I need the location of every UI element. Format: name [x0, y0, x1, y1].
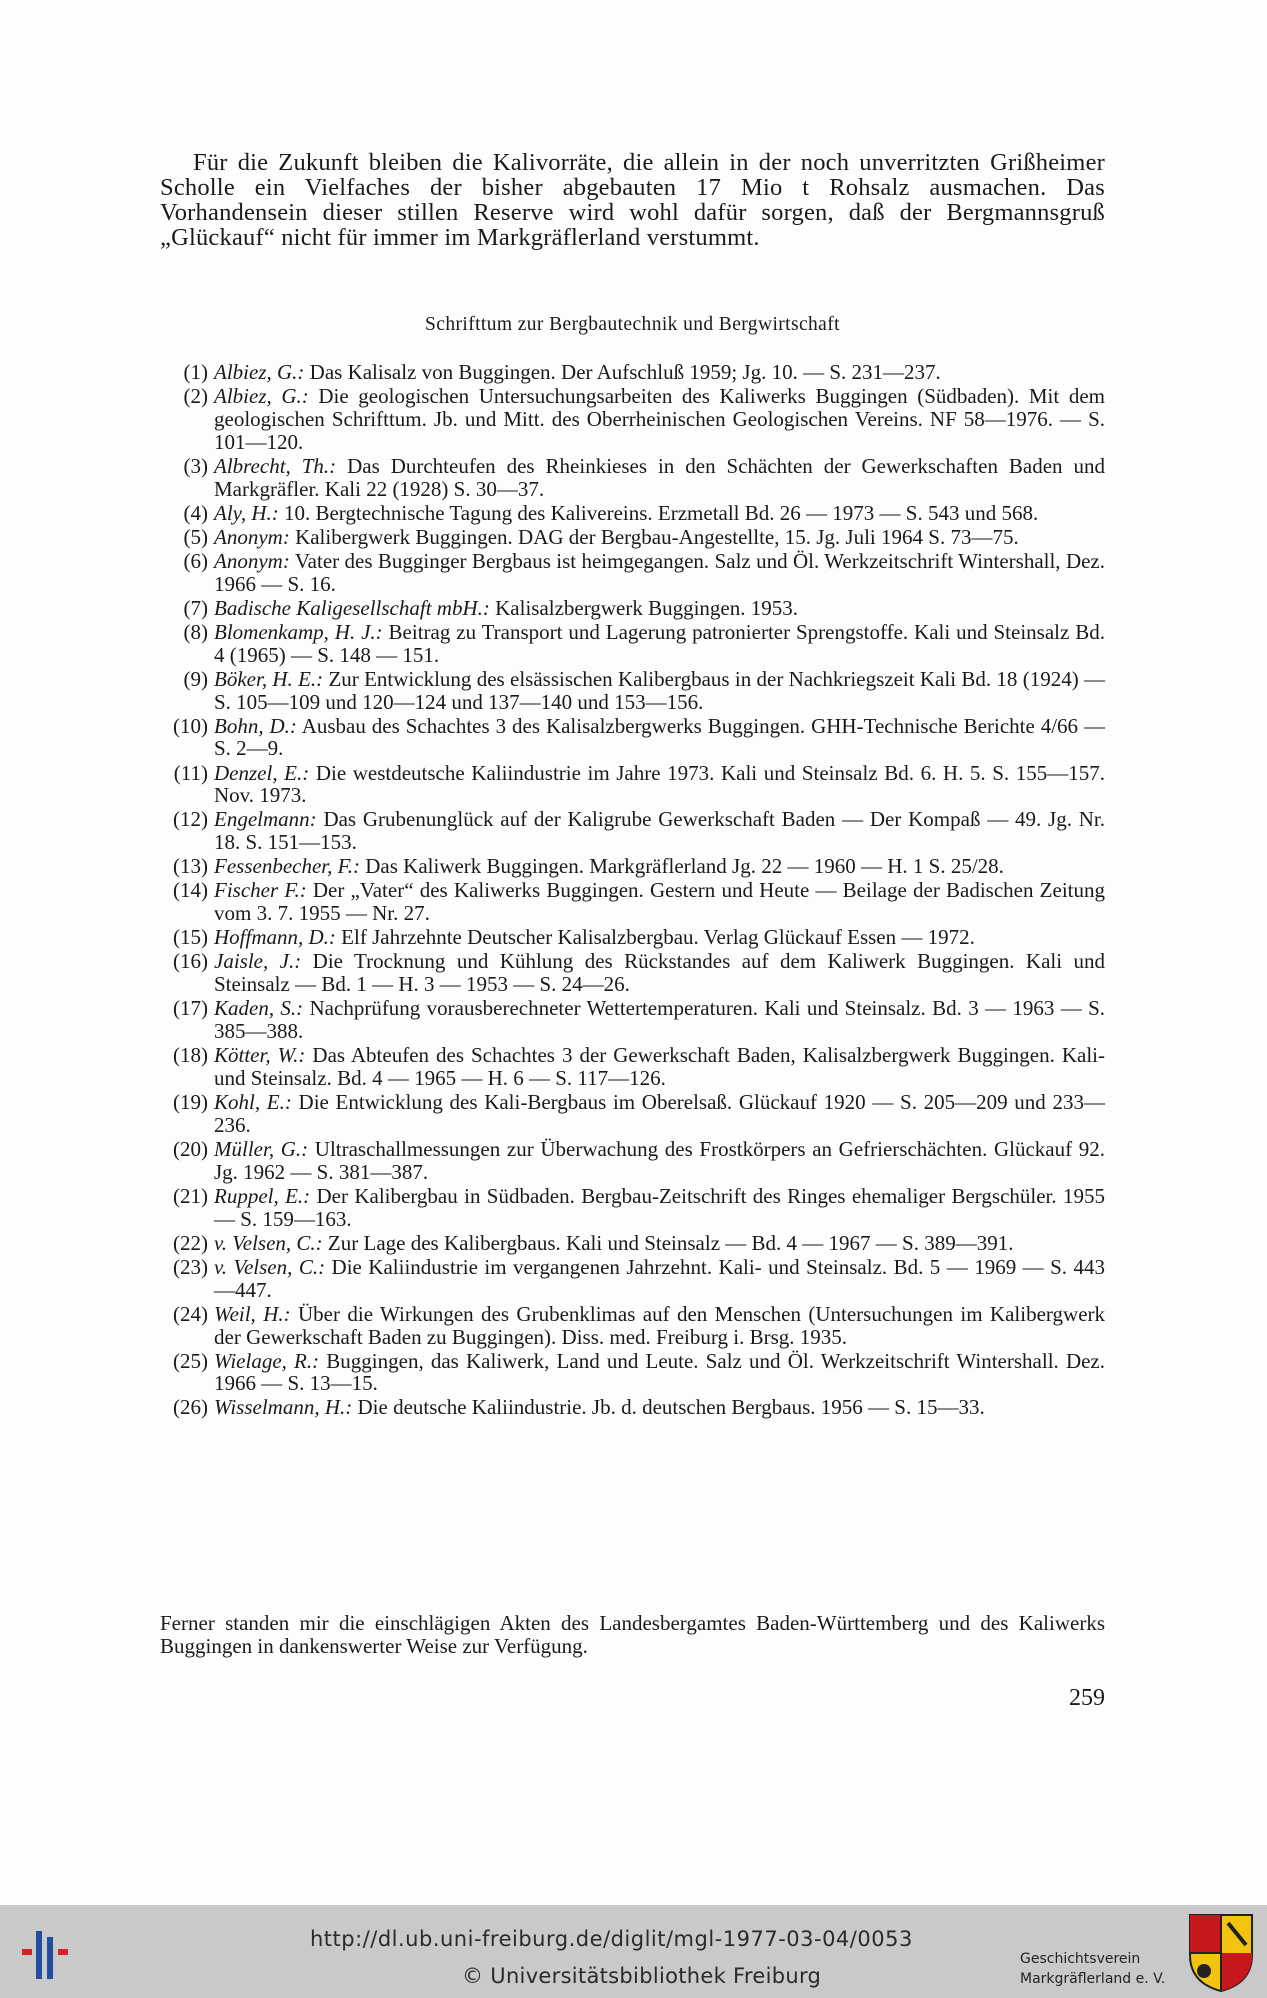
- closing-text: Ferner standen mir die einschlägigen Akten des Landesbergamtes Baden-Württemberg und des Kaliwerks Buggingen in dankenswerter Weise zur Verfügung.: [160, 1611, 1105, 1658]
- reference-text: Die westdeutsche Kaliindustrie im Jahre 1973. Kali und Steinsalz Bd. 6. H. 5. S. 155—157. Nov. 1973.: [214, 760, 1106, 808]
- reference-author: Kaden, S.:: [214, 996, 304, 1021]
- reference-author: Fessenbecher, F.:: [214, 854, 360, 879]
- reference-number: (24): [173, 1301, 208, 1326]
- footer-bar: [0, 1905, 1267, 1998]
- reference-text: Das Grubenunglück auf der Kaligrube Gewerkschaft Baden — Der Kompaß — 49. Jg. Nr. 18. S. 151—153.: [214, 807, 1105, 855]
- reference-text: Vater des Bugginger Bergbaus ist heimgegangen. Salz und Öl. Werkzeitschrift Wintershall, Dez. 1966 — S. 16.: [214, 548, 1105, 596]
- reference-author: Engelmann:: [214, 807, 317, 832]
- reference-item: [160, 455, 1105, 501]
- reference-number: (25): [173, 1348, 208, 1373]
- reference-text: Zur Entwicklung des elsässischen Kalibergbaus in der Nachkriegszeit Kali Bd. 18 (1924) — S. 105—109 und 120—124 und 137—140 und 153—156.: [214, 666, 1105, 714]
- reference-number: (3): [183, 453, 208, 478]
- society-name-line1: Geschichtsverein: [1020, 1951, 1141, 1967]
- reference-item: [160, 855, 1105, 878]
- reference-number: (14): [173, 878, 208, 903]
- reference-text: Der Kalibergbau in Südbaden. Bergbau-Zeitschrift des Ringes ehemaliger Bergschüler. 1955 — S. 159—163.: [214, 1183, 1105, 1231]
- reference-text: Die deutsche Kaliindustrie. Jb. d. deutschen Bergbaus. 1956 — S. 15—33.: [352, 1395, 985, 1420]
- reference-author: Aly, H.:: [214, 500, 279, 525]
- reference-text: Nachprüfung vorausberechneter Wettertemperaturen. Kali und Steinsalz. Bd. 3 — 1963 — S. 385—388.: [214, 996, 1105, 1044]
- reference-text: Über die Wirkungen des Grubenklimas auf den Menschen (Untersuchungen im Kalibergwerk der Gewerkschaft Baden zu Buggingen). Diss. med. Freiburg i. Brsg. 1935.: [214, 1301, 1106, 1349]
- ub-freiburg-logo-icon: [14, 1923, 84, 1983]
- reference-text: Zur Lage des Kalibergbaus. Kali und Steinsalz — Bd. 4 — 1967 — S. 389—391.: [322, 1230, 1014, 1255]
- reference-item: [160, 1303, 1105, 1349]
- reference-number: (22): [173, 1230, 208, 1255]
- reference-author: Kötter, W.:: [214, 1043, 306, 1068]
- reference-author: Müller, G.:: [214, 1136, 309, 1161]
- reference-number: (4): [183, 500, 208, 525]
- reference-item: [160, 715, 1105, 761]
- reference-item: [160, 997, 1105, 1043]
- reference-number: (10): [173, 713, 208, 738]
- reference-number: (9): [183, 666, 208, 691]
- intro-paragraph: [160, 150, 1105, 250]
- closing-paragraph: [160, 1612, 1105, 1658]
- reference-item: [160, 621, 1105, 667]
- reference-author: Wielage, R.:: [214, 1348, 320, 1373]
- reference-number: (13): [173, 854, 208, 879]
- reference-text: Beitrag zu Transport und Lagerung patronierter Sprengstoffe. Kali und Steinsalz Bd. 4 (1965) — S. 148 — 151.: [214, 619, 1105, 667]
- reference-author: Bohn, D.:: [214, 713, 297, 738]
- reference-number: (26): [173, 1395, 208, 1420]
- reference-item: [160, 808, 1105, 854]
- reference-text: Das Kaliwerk Buggingen. Markgräflerland Jg. 22 — 1960 — H. 1 S. 25/28.: [360, 854, 1004, 879]
- reference-item: [160, 1350, 1105, 1396]
- reference-number: (11): [173, 760, 208, 785]
- reference-text: Buggingen, das Kaliwerk, Land und Leute. Salz und Öl. Werkzeitschrift Wintershall. Dez. 1966 — S. 13—15.: [214, 1348, 1105, 1396]
- reference-item: [160, 1138, 1105, 1184]
- coat-of-arms-icon: [1188, 1913, 1254, 1993]
- reference-item: [160, 502, 1105, 525]
- society-name: [1020, 1949, 1180, 1989]
- reference-text: Die Trocknung und Kühlung des Rückstandes auf dem Kaliwerk Buggingen. Kali und Steinsalz — Bd. 1 — H. 3 — 1953 — S. 24—26.: [214, 949, 1105, 997]
- reference-text: 10. Bergtechnische Tagung des Kalivereins. Erzmetall Bd. 26 — 1973 — S. 543 und 568.: [278, 500, 1039, 525]
- reference-number: (12): [173, 807, 208, 832]
- permalink-url[interactable]: http://dl.ub.uni-freiburg.de/diglit/mgl-1977-03-04/0053: [310, 1927, 913, 1951]
- reference-author: v. Velsen, C.:: [214, 1230, 323, 1255]
- reference-author: Hoffmann, D.:: [214, 925, 336, 950]
- reference-author: v. Velsen, C.:: [214, 1254, 326, 1279]
- reference-author: Albiez, G.:: [214, 360, 305, 384]
- reference-number: (19): [173, 1090, 208, 1115]
- society-name-line2: Markgräflerland e. V.: [1020, 1971, 1166, 1987]
- reference-item: [160, 879, 1105, 925]
- reference-author: Anonym:: [214, 524, 290, 549]
- reference-author: Badische Kaligesellschaft mbH.:: [214, 595, 490, 620]
- reference-item: [160, 762, 1105, 808]
- reference-number: (23): [173, 1254, 208, 1279]
- reference-number: (5): [183, 524, 208, 549]
- reference-number: (7): [183, 595, 208, 620]
- reference-author: Jaisle, J.:: [214, 949, 302, 974]
- reference-number: (17): [173, 996, 208, 1021]
- reference-number: (18): [173, 1043, 208, 1068]
- reference-item: [160, 926, 1105, 949]
- reference-item: [160, 1256, 1105, 1302]
- reference-text: Das Durchteufen des Rheinkieses in den Schächten der Gewerkschaften Baden und Markgräfler. Kali 22 (1928) S. 30—37.: [214, 453, 1105, 501]
- reference-author: Ruppel, E.:: [214, 1183, 311, 1208]
- reference-author: Fischer F.:: [214, 878, 307, 903]
- reference-text: Das Abteufen des Schachtes 3 der Gewerkschaft Baden, Kalisalzbergwerk Buggingen. Kali- und Steinsalz. Bd. 4 — 1965 — H. 6 — S. 117—126.: [214, 1043, 1106, 1090]
- reference-number: (2): [183, 384, 208, 409]
- copyright-notice: © Universitätsbibliothek Freiburg: [462, 1964, 822, 1988]
- reference-text: Ausbau des Schachtes 3 des Kalisalzbergwerks Buggingen. GHH-Technische Berichte 4/66 — S. 2—9.: [214, 713, 1105, 761]
- reference-item: [160, 385, 1105, 453]
- reference-item: [160, 1232, 1105, 1255]
- reference-author: Albrecht, Th.:: [214, 453, 337, 478]
- reference-item: [160, 1044, 1105, 1090]
- reference-item: [160, 597, 1105, 620]
- reference-item: [160, 1091, 1105, 1137]
- reference-text: Kalisalzbergwerk Buggingen. 1953.: [489, 595, 799, 620]
- reference-item: [160, 550, 1105, 596]
- reference-author: Weil, H.:: [214, 1301, 291, 1326]
- reference-number: (1): [183, 360, 208, 384]
- reference-number: (8): [183, 619, 208, 644]
- reference-number: (15): [173, 925, 208, 950]
- reference-author: Denzel, E.:: [214, 760, 310, 785]
- reference-item: [160, 1396, 1105, 1419]
- reference-author: Anonym:: [214, 548, 290, 573]
- reference-list: [160, 361, 1105, 1421]
- reference-number: (20): [173, 1136, 208, 1161]
- bibliography-heading: Schrifttum zur Bergbautechnik und Bergwirtschaft: [425, 314, 840, 335]
- reference-text: Ultraschallmessungen zur Überwachung des Frostkörpers an Gefrierschächten. Glückauf 92. Jg. 1962 — S. 381—387.: [214, 1136, 1105, 1184]
- reference-item: [160, 361, 1105, 384]
- reference-author: Wisselmann, H.:: [214, 1395, 353, 1420]
- reference-author: Kohl, E.:: [214, 1090, 292, 1115]
- reference-text: Der „Vater“ des Kaliwerks Buggingen. Gestern und Heute — Beilage der Badischen Zeitung vom 3. 7. 1955 — Nr. 27.: [214, 878, 1105, 926]
- reference-text: Kalibergwerk Buggingen. DAG der Bergbau-Angestellte, 15. Jg. Juli 1964 S. 73—75.: [289, 524, 1019, 549]
- reference-text: Das Kalisalz von Buggingen. Der Aufschluß 1959; Jg. 10. — S. 231—237.: [304, 360, 941, 384]
- reference-item: [160, 526, 1105, 549]
- page-number: 259: [1069, 1685, 1105, 1711]
- reference-number: (21): [173, 1183, 208, 1208]
- reference-number: (16): [173, 949, 208, 974]
- reference-text: Die Entwicklung des Kali-Bergbaus im Oberelsaß. Glückauf 1920 — S. 205—209 und 233—236.: [214, 1090, 1105, 1137]
- reference-text: Elf Jahrzehnte Deutscher Kalisalzbergbau. Verlag Glückauf Essen — 1972.: [335, 925, 975, 950]
- reference-author: Böker, H. E.:: [214, 666, 324, 691]
- intro-text: Für die Zukunft bleiben die Kalivorräte, die allein in der noch unverritzten Grißheimer Scholle ein Vielfaches der bisher abgebauten 17 Mio t Rohsalz ausmachen. Das Vorhandensein dieser stillen Reserve wird wohl dafür sorgen, daß der Bergmannsgruß „Glückauf“ nicht für immer im Markgräflerland verstummt.: [160, 149, 1105, 251]
- reference-author: Albiez, G.:: [214, 384, 309, 409]
- reference-item: [160, 668, 1105, 714]
- reference-item: [160, 1185, 1105, 1231]
- reference-text: Die geologischen Untersuchungsarbeiten des Kaliwerks Buggingen (Südbaden). Mit dem geologischen Schrifttum. Jb. und Mitt. des Oberrheinischen Geologischen Vereins. NF 58—1976. — S. 101—120.: [214, 384, 1105, 454]
- reference-author: Blomenkamp, H. J.:: [214, 619, 383, 644]
- reference-text: Die Kaliindustrie im vergangenen Jahrzehnt. Kali- und Steinsalz. Bd. 5 — 1969 — S. 443—447.: [214, 1254, 1105, 1302]
- reference-number: (6): [183, 548, 208, 573]
- reference-item: [160, 950, 1105, 996]
